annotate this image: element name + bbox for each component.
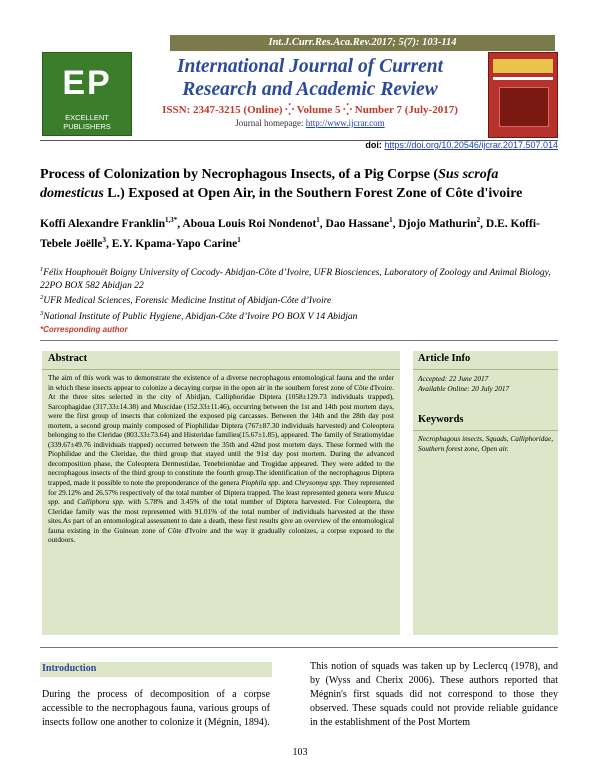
affiliation-sup: 3: [40, 309, 44, 317]
title-part-1: Process of Colonization by Necrophagous Insects, of a Pig Corpse (: [40, 167, 439, 182]
article-title: [40, 165, 560, 203]
abstract-heading: Abstract: [48, 353, 88, 364]
author-sup: 1: [316, 216, 320, 224]
body-column-left: During the process of decomposition of a corpse accessible to the necrophagous fauna, various groups of insects follow one another to colonize it (Mégnin, 1894).: [42, 689, 270, 728]
logo-mark: EP: [62, 64, 112, 102]
affiliation: [40, 308, 560, 324]
keywords-heading: Keywords: [418, 414, 464, 425]
affiliation-text: Félix Houphouët Boigny University of Cocody- Abidjan-Côte d’Ivoire, UFR Biosciences, Laboratory of Zoology and Animal Biology, 22PO BOX 582 Abidjan 22: [40, 268, 551, 291]
title-species: Sus scrofa domesticus: [40, 167, 499, 201]
article-info-heading: Article Info: [418, 353, 471, 364]
citation-bar: Int.J.Curr.Res.Aca.Rev.2017; 5(7): 103-114: [170, 35, 555, 51]
keywords-text: Necrophagous insects, Squads, Calliphoridae, Southern forest zone, Open air.: [418, 434, 554, 453]
abstract-run: and: [59, 497, 78, 507]
affiliation: [40, 264, 560, 292]
abstract-divider: [42, 369, 400, 370]
article-dates: [418, 374, 556, 393]
author: Dao Hassane: [325, 217, 390, 230]
abstract-run: The aim of this work was to demonstrate the existence of a diverse necrophagous entomological fauna and the order in which these insects appear to colonize a decaying corpse in the open air in the southern forest zone of Côte d'Ivoire. At the three sites selected in the city of Abidjan, Calliphoridae Diptera (1058±129.73 individuals trapped), Sarcophagidae (317.33±14.38) and Muscidae (152.33±11.46), occurring between the 1st and 14th post mortem days, were the first group of insects that colonized the exposed pig carcasses. Between the 14th and the 28th day post mortem, a second group mainly composed of Piophilidae Diptera (767±87.30 individuals harvested) and Coleoptera belonging to the Cleridae (803.33±73.64) and Histeridae families(15.67±1.85), appeared. The family of Stratiomyidae (339.67±49.76 individuals trapped) occurred between the 35th and 42nd post mortem days. These formed with the Piophilidae and the Cleridae, the third group that stayed until the 91st day post mortem. During the advanced decomposition phase, the Coleoptera Dermestidae, Tenebrionidae and Trogidae appeared. They were added to the necrophagous insects of the third group to constitute the fourth group.The identification of the necrophagous Diptera trapped, made it possible to note the preponderance of the genera: [48, 373, 394, 488]
body-divider: [40, 647, 558, 648]
homepage-label: Journal homepage:: [235, 118, 304, 128]
affiliations: [40, 264, 560, 323]
genus-name: Calliphora spp: [77, 497, 123, 507]
abstract-run: . with 5.78% and 3.45% of the total number of Diptera harvested. For Coleoptera, the Cleridae family was the most represented with 91.01% of the total number of individuals harvested at the three sites.As part of an entomological assessment to date a death, these first results give an overview of the entomological fauna existing in the Guinean zone of Côte d'Ivoire and the way it gradually colonizes, a corpse exposed to the outdoors.: [48, 497, 394, 545]
affiliation-sup: 1: [40, 266, 44, 273]
cover-title-band: [493, 59, 553, 73]
author-list: Koffi Alexandre Franklin$^{1,3*}$, Aboua Louis Roi Nondenot$^1$, Dao Hassane$^1$, Djojo Mathurin$^2$, D.E. Koffi-Tebele Joëlle$^3$, E.Y. Kpama-Yapo Carine$^1$: [40, 216, 540, 250]
author: E.Y. Kpama-Yapo Carine: [111, 237, 238, 250]
abstract-run: and: [280, 478, 295, 488]
accepted-date: Accepted: 22 June 2017: [418, 374, 489, 383]
cover-picture: [499, 87, 549, 127]
introduction-heading: Introduction: [42, 663, 97, 674]
page-number: 103: [292, 747, 308, 758]
affiliation-text: National Institute of Public Hygiene, Abidjan-Côte d’Ivoire PO BOX V 14 Abidjan: [43, 311, 358, 322]
author: Koffi Alexandre Franklin: [40, 217, 166, 230]
author-sup: 1,3*: [165, 216, 178, 224]
author-sup: 1: [389, 216, 393, 224]
article-info-divider: [413, 369, 558, 370]
genus-name: Musca spp.: [48, 487, 394, 507]
journal-title: International Journal of Current Research and Academic Review: [176, 56, 444, 100]
section-divider: [40, 340, 558, 341]
journal-homepage: [140, 118, 480, 128]
doi-link[interactable]: https://doi.org/10.20546/ijcrar.2017.507.014: [384, 140, 558, 150]
abstract-run: . They represented for 29.12% and 26.57% respectively of the total number of Diptera trapped. The least represented genera were: [48, 478, 394, 497]
publisher-logo: [42, 52, 132, 136]
affiliation-text: UFR Medical Sciences, Forensic Medicine Institut of Abidjan-Côte d’Ivoire: [43, 296, 332, 307]
doi-line: [365, 140, 558, 150]
affiliation: [40, 292, 560, 308]
genus-name: Piophila spp.: [241, 478, 281, 488]
author: Aboua Louis Roi Nondenot: [182, 217, 317, 230]
author-sup: 3: [102, 235, 106, 244]
body-column-right: This notion of squads was taken up by Leclercq (1978), and by (Wyss and Cherix 2006). These authors reported that Mégnin's first squads did not correspond to those they observed. These squads could not provide reliable guidance in the establishment of the Post Mortem: [310, 661, 558, 728]
title-part-2: L.) Exposed at Open Air, in the Southern Forest Zone of Côte d'ivoire: [103, 186, 523, 201]
journal-cover-image: [488, 52, 558, 138]
keywords-divider: [413, 430, 558, 431]
doi-label: doi:: [365, 140, 382, 150]
homepage-link[interactable]: http://www.ijcrar.com: [305, 118, 385, 128]
author-sup: 2: [476, 216, 481, 224]
available-date: Available Online: 20 July 2017: [418, 383, 510, 393]
cover-divider: [493, 77, 553, 80]
abstract-text: [48, 373, 394, 545]
genus-name: Chrysomya spp: [294, 478, 340, 488]
author-sup: 1: [237, 235, 241, 244]
author: Djojo Mathurin: [398, 217, 477, 230]
affiliation-sup: 2: [40, 294, 44, 302]
corresponding-author-note: *Corresponding author: [40, 325, 128, 334]
logo-caption: EXCELLENT PUBLISHERS: [63, 113, 111, 131]
author: D.E. Koffi-Tebele Joëlle: [40, 217, 540, 250]
issn-line: ISSN: 2347-3215 (Online) ⁛ Volume 5 ⁛ Number 7 (July-2017): [162, 104, 458, 116]
article-info-panel: [413, 351, 558, 635]
